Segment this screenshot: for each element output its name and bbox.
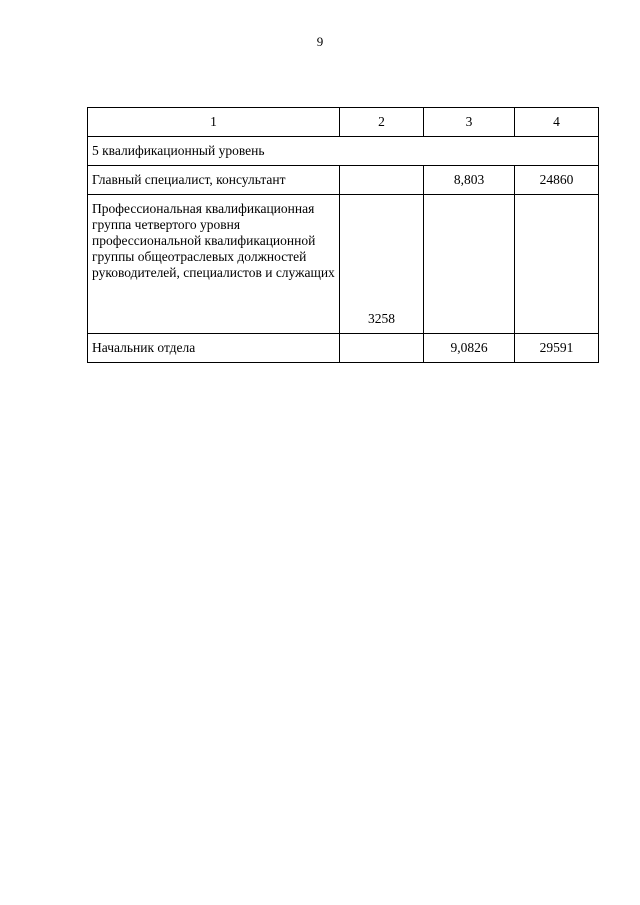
base-salary-cell — [340, 166, 424, 195]
header-cell-3: 3 — [424, 108, 515, 137]
coefficient-cell: 9,0826 — [424, 334, 515, 363]
position-name: Начальник отдела — [88, 334, 340, 363]
salary-cell — [515, 195, 599, 334]
base-salary-cell: 3258 — [340, 195, 424, 334]
coefficient-cell — [424, 195, 515, 334]
page-number: 9 — [316, 34, 324, 49]
header-cell-1: 1 — [88, 108, 340, 137]
qualification-level-row — [88, 137, 599, 166]
table-header-row — [88, 108, 599, 137]
base-salary-cell — [340, 334, 424, 363]
salary-cell: 29591 — [515, 334, 599, 363]
table-row — [88, 166, 599, 195]
salary-table — [87, 107, 599, 363]
qualification-level-title: 5 квалификационный уровень — [88, 137, 599, 166]
table-row — [88, 195, 599, 334]
position-name: Главный специалист, консультант — [88, 166, 340, 195]
header-cell-2: 2 — [340, 108, 424, 137]
salary-cell: 24860 — [515, 166, 599, 195]
group-name: Профессиональная квалификационная группа четвертого уровня профессиональной квалификационной группы общеотраслевых должностей руководителей, специалистов и служащих — [88, 195, 340, 334]
header-cell-4: 4 — [515, 108, 599, 137]
coefficient-cell: 8,803 — [424, 166, 515, 195]
table-row — [88, 334, 599, 363]
